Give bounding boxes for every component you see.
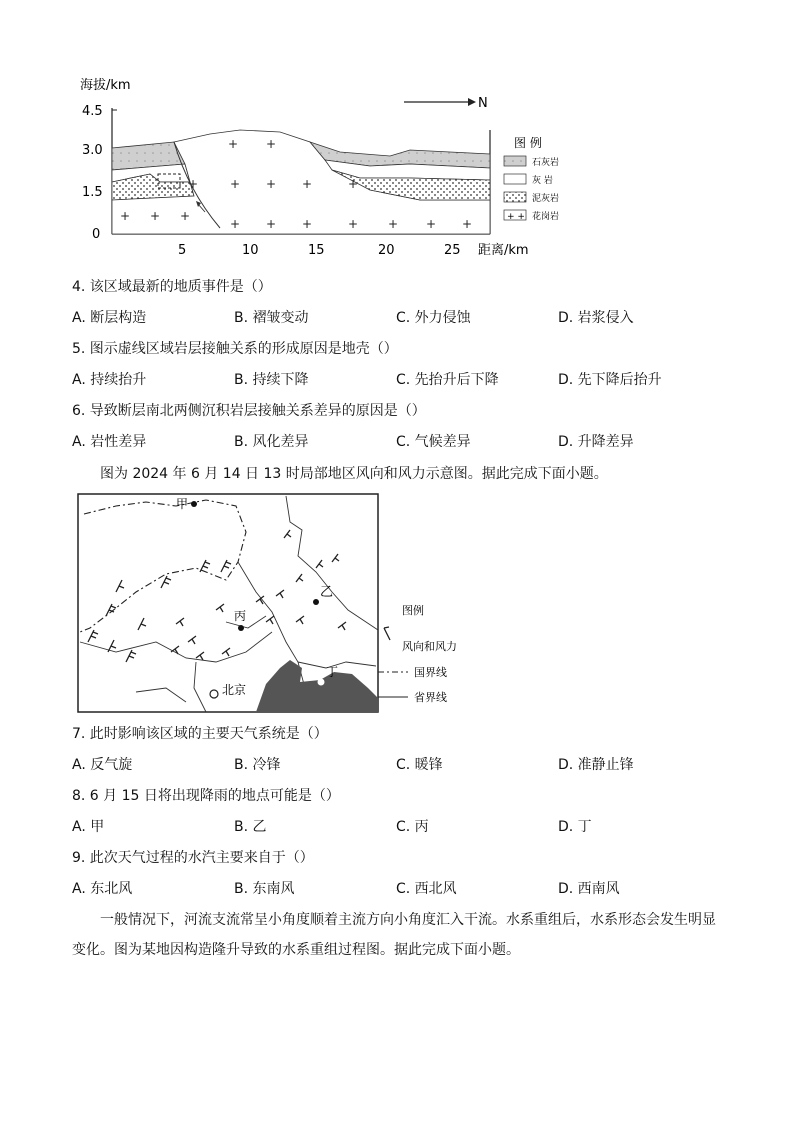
- geology-cross-section: [70, 70, 570, 260]
- svg-text:+: +: [462, 217, 473, 231]
- question-5-stem: 5. 图示虚线区域岩层接触关系的形成原因是地壳（）: [72, 341, 398, 357]
- place-jia: 甲: [176, 497, 189, 511]
- x-axis-label: 距离/km: [478, 243, 529, 258]
- place-bing: 丙: [234, 609, 247, 623]
- x-tick: 5: [178, 243, 187, 258]
- question-7-option-d: D. 准静止锋: [558, 757, 634, 773]
- question-9-option-a: A. 东北风: [72, 881, 133, 897]
- question-8-stem: 8. 6 月 15 日将出现降雨的地点可能是（）: [72, 788, 340, 804]
- svg-text:+: +: [302, 217, 313, 231]
- svg-text:+: +: [266, 177, 277, 191]
- legend-item: 省界线: [414, 691, 447, 704]
- legend-item: 花岗岩: [532, 212, 560, 222]
- svg-text:+: +: [426, 217, 437, 231]
- x-tick: 15: [308, 243, 325, 258]
- question-8-option-c: C. 丙: [396, 819, 429, 835]
- question-5-option-d: D. 先下降后抬升: [558, 372, 662, 388]
- place-beijing: 北京: [222, 683, 247, 697]
- legend-item: 风向和风力: [402, 640, 457, 653]
- north-label: N: [478, 96, 488, 111]
- y-tick: 0: [92, 227, 101, 242]
- question-7-option-a: A. 反气旋: [72, 757, 133, 773]
- svg-text:+: +: [150, 209, 161, 223]
- question-9-option-c: C. 西北风: [396, 881, 457, 897]
- y-tick: 3.0: [82, 143, 103, 158]
- question-9-stem: 9. 此次天气过程的水汽主要来自于（）: [72, 850, 314, 866]
- svg-text:+: +: [230, 217, 241, 231]
- question-8-option-b: B. 乙: [234, 819, 267, 835]
- legend-item: 灰 岩: [532, 176, 553, 186]
- x-tick: 10: [242, 243, 259, 258]
- svg-text:+: +: [230, 177, 241, 191]
- svg-text:+: +: [266, 137, 277, 151]
- svg-text:+: +: [228, 137, 239, 151]
- question-6-option-b: B. 风化差异: [234, 434, 309, 450]
- question-4-option-a: A. 断层构造: [72, 310, 147, 326]
- svg-text:+: +: [388, 217, 399, 231]
- legend-title: 图 例: [514, 136, 542, 150]
- intro-paragraph-2: 图为 2024 年 6 月 14 日 13 时局部地区风向和风力示意图。据此完成下面小题。: [100, 466, 608, 482]
- question-7-stem: 7. 此时影响该区域的主要天气系统是（）: [72, 726, 328, 742]
- wind-map: [76, 492, 476, 716]
- question-9-option-b: B. 东南风: [234, 881, 295, 897]
- svg-text:+: +: [302, 177, 313, 191]
- question-6-stem: 6. 导致断层南北两侧沉积岩层接触关系差异的原因是（）: [72, 403, 426, 419]
- svg-text:+: +: [120, 209, 131, 223]
- place-yi: 乙: [320, 585, 334, 600]
- question-5-option-c: C. 先抬升后下降: [396, 372, 499, 388]
- question-4-option-b: B. 褶皱变动: [234, 310, 309, 326]
- question-4-option-d: D. 岩浆侵入: [558, 310, 634, 326]
- svg-text:+: +: [348, 177, 359, 191]
- y-tick: 1.5: [82, 185, 103, 200]
- question-9-option-d: D. 西南风: [558, 881, 620, 897]
- question-6-option-d: D. 升降差异: [558, 434, 634, 450]
- x-tick: 25: [444, 243, 461, 258]
- question-4-stem: 4. 该区域最新的地质事件是（）: [72, 279, 272, 295]
- x-tick: 20: [378, 243, 395, 258]
- y-tick: 4.5: [82, 104, 103, 119]
- svg-text:+: +: [348, 217, 359, 231]
- question-7-option-b: B. 冷锋: [234, 757, 281, 773]
- question-7-option-c: C. 暖锋: [396, 757, 443, 773]
- y-axis-label: 海拔/km: [80, 78, 131, 93]
- intro-paragraph-3: 一般情况下，河流支流常呈小角度顺着主流方向小角度汇入干流。水系重组后，水系形态会发生明显变化。图为某地因构造隆升导致的水系重组过程图。据此完成下面小题。: [72, 912, 716, 958]
- svg-text:+: +: [180, 209, 191, 223]
- svg-text:+ +: + +: [507, 212, 525, 222]
- legend-item: 石灰岩: [532, 158, 560, 168]
- svg-text:+: +: [266, 217, 277, 231]
- svg-text:+: +: [188, 177, 199, 191]
- question-8-option-a: A. 甲: [72, 819, 105, 835]
- question-5-option-a: A. 持续抬升: [72, 372, 147, 388]
- legend-item: 国界线: [414, 666, 447, 679]
- question-5-option-b: B. 持续下降: [234, 372, 309, 388]
- legend-title: 图例: [402, 604, 424, 617]
- place-ding: 丁: [326, 665, 339, 679]
- legend-item: 泥灰岩: [532, 194, 560, 204]
- question-6-option-a: A. 岩性差异: [72, 434, 147, 450]
- question-8-option-d: D. 丁: [558, 819, 592, 835]
- question-4-option-c: C. 外力侵蚀: [396, 310, 471, 326]
- question-6-option-c: C. 气候差异: [396, 434, 471, 450]
